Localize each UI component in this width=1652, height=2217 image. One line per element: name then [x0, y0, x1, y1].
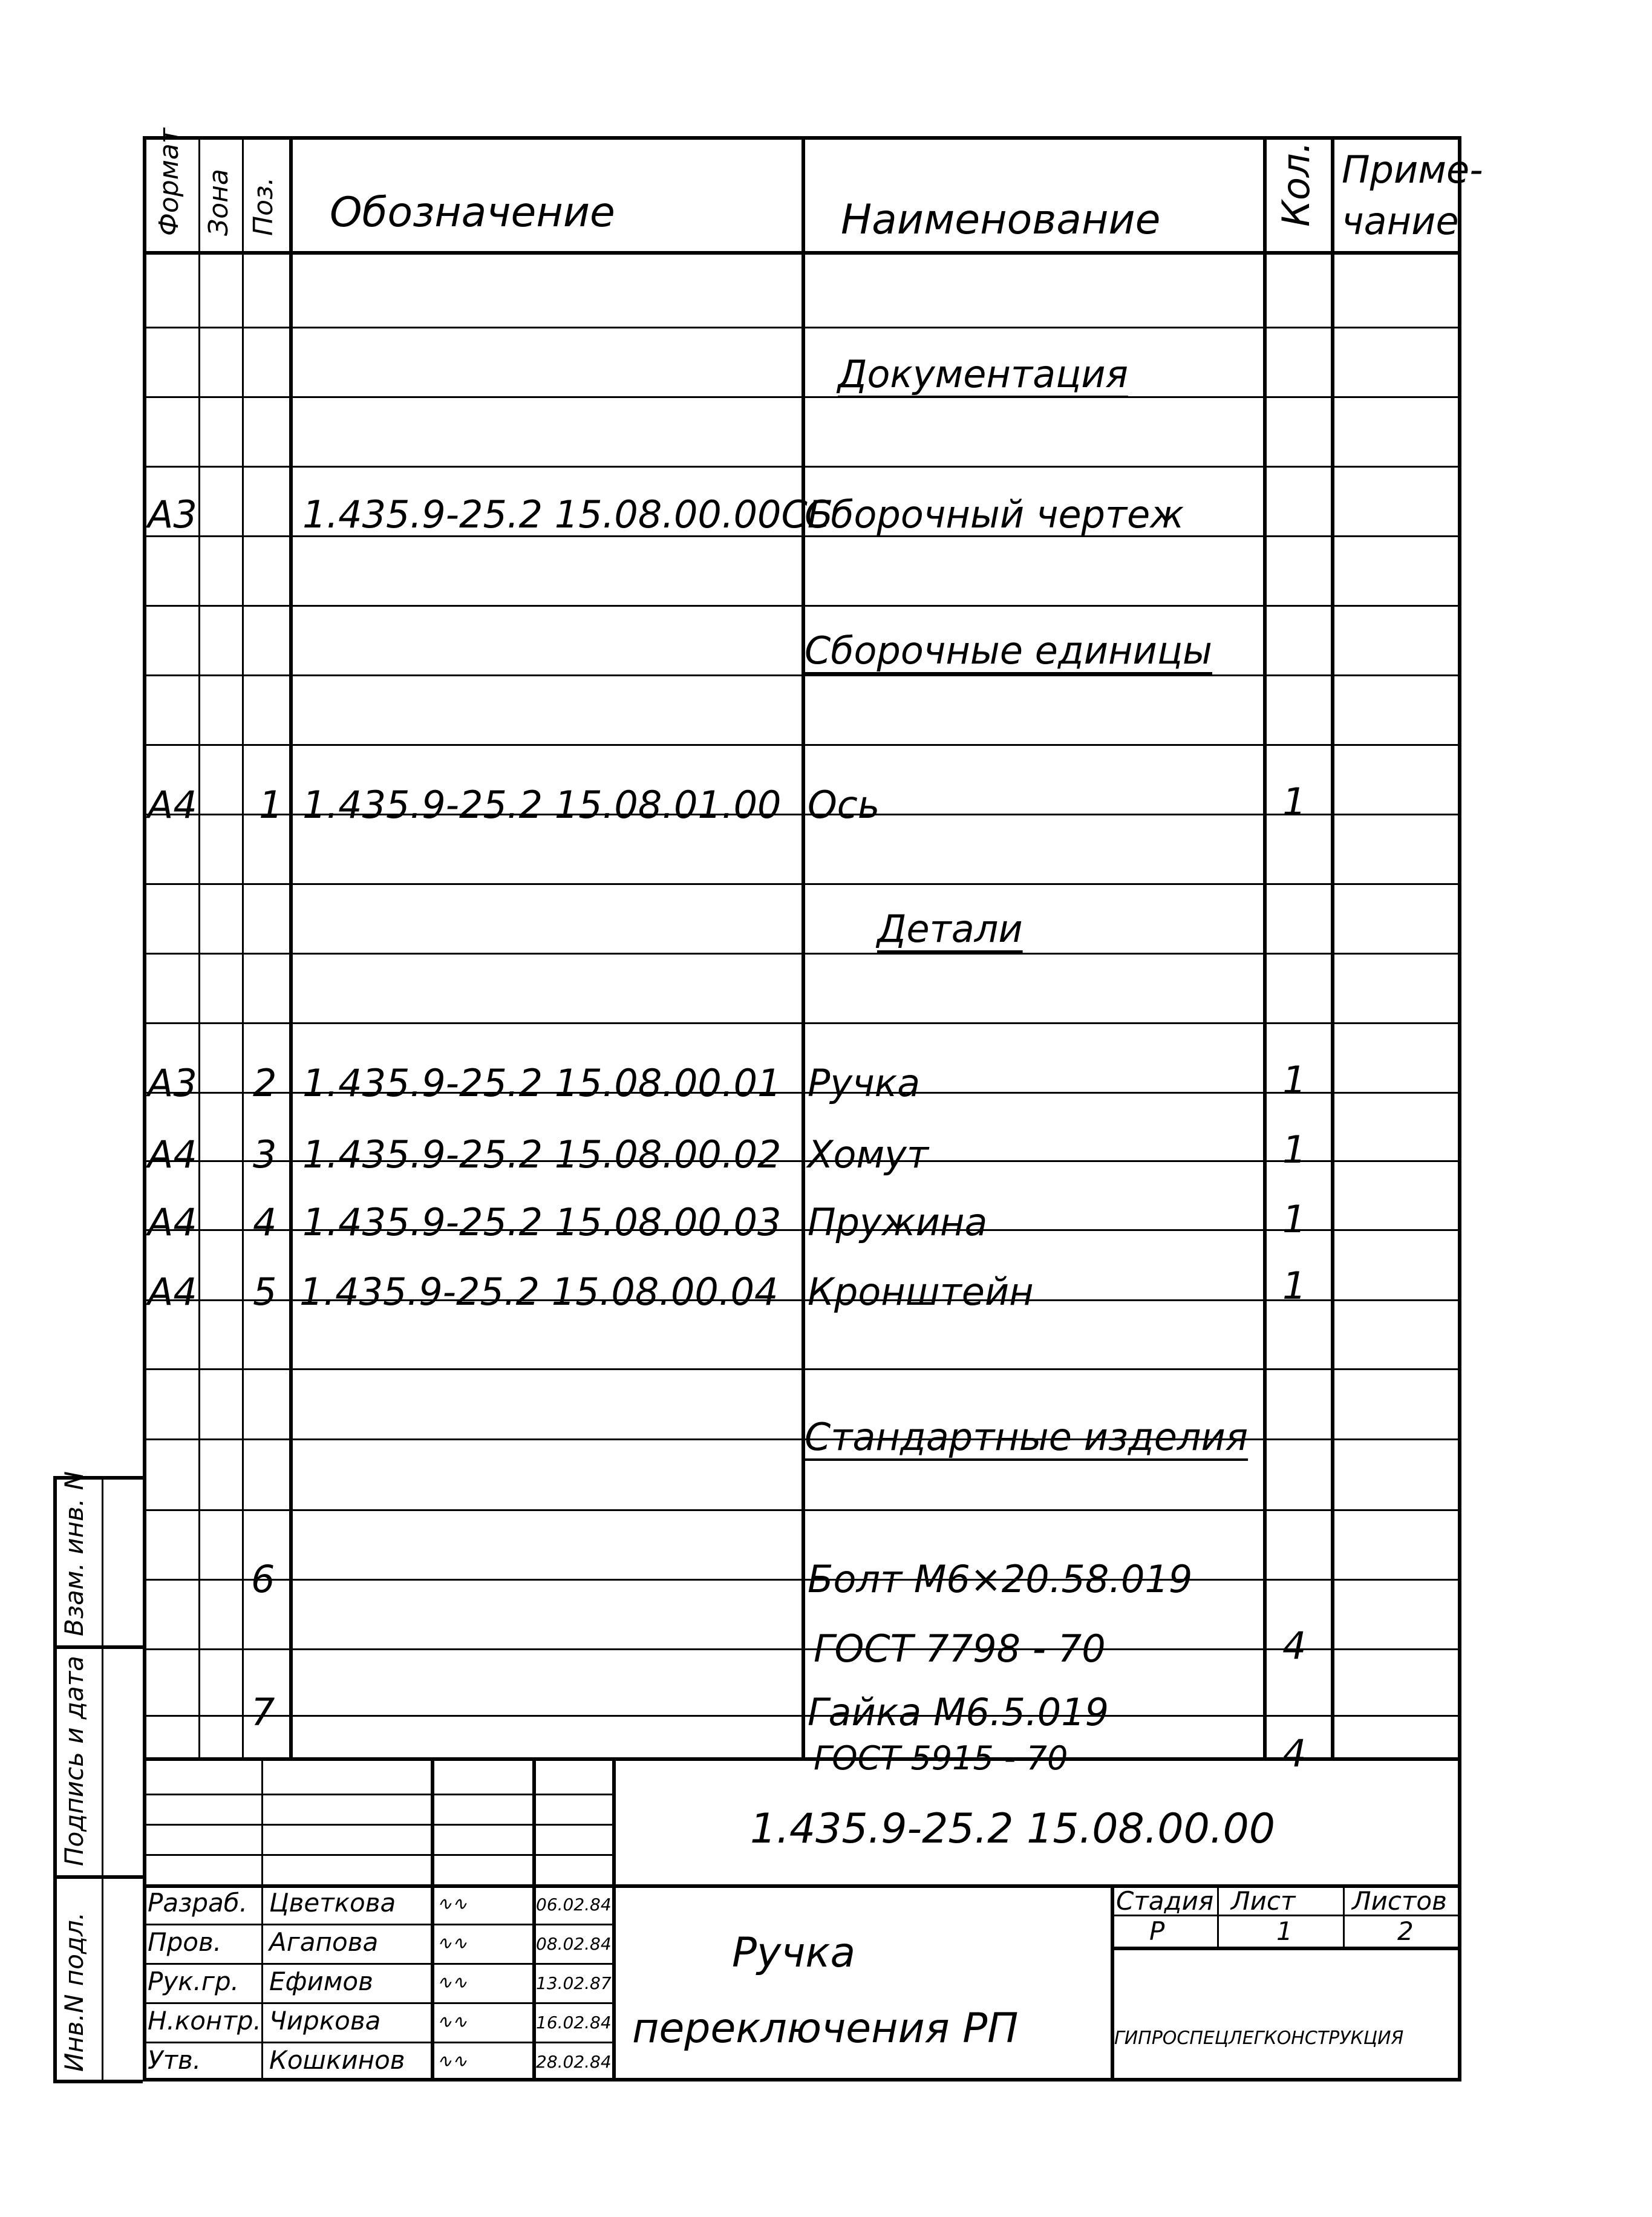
- section-standard-items: Стандартные изделия: [805, 1415, 1249, 1459]
- title-col-divider: [612, 1757, 616, 2081]
- row-designation: 1.435.9-25.2 15.08.00.00СБ: [302, 492, 834, 537]
- row-line: [143, 953, 1461, 955]
- title-grid-row: [143, 1824, 612, 1826]
- title-grid-row: [143, 2042, 612, 2043]
- row-format: А4: [148, 1132, 197, 1177]
- row-designation: 1.435.9-25.2 15.08.00.01: [302, 1061, 782, 1105]
- row-designation: 1.435.9-25.2 15.08.00.02: [302, 1132, 782, 1177]
- side-inv-orig: Инв.N подл.: [59, 1912, 89, 2072]
- side-replace-inv: Взам. инв. N: [59, 1471, 89, 1636]
- row-format: А4: [148, 1200, 197, 1244]
- row-format: А3: [148, 1061, 197, 1105]
- col-line-designation: [289, 136, 293, 1757]
- row-qty: 1: [1282, 1128, 1307, 1172]
- row-line: [143, 883, 1461, 885]
- title-grid-row: [143, 2002, 612, 2004]
- person-role: Разраб.: [148, 1888, 248, 1918]
- title-stage-line2: [1111, 1947, 1461, 1950]
- row-pos: 2: [253, 1061, 277, 1105]
- row-line: [143, 1579, 1461, 1581]
- row-line: [143, 1509, 1461, 1511]
- row-name: Пружина: [808, 1200, 988, 1244]
- row-format: А4: [148, 783, 197, 827]
- stage-label: Стадия: [1116, 1886, 1214, 1916]
- row-name: ГОСТ 5915 - 70: [814, 1739, 1068, 1777]
- section-assembly-units: Сборочные единицы: [805, 629, 1213, 673]
- signature-mark: ∿∿: [437, 1972, 468, 1993]
- header-qty: Кол.: [1274, 141, 1318, 227]
- side-strip-inner: [102, 1476, 103, 2081]
- product-name-line1: Ручка: [732, 1929, 856, 1977]
- row-name: Кронштейн: [808, 1270, 1034, 1314]
- person-name: Цветкова: [269, 1888, 396, 1918]
- row-designation: 1.435.9-25.2 15.08.01.00: [302, 783, 782, 827]
- header-pos: Поз.: [248, 177, 279, 236]
- row-qty: 1: [1282, 1197, 1307, 1241]
- title-mid-line: [612, 1884, 1461, 1888]
- signature-mark: ∿∿: [437, 2011, 468, 2033]
- row-line: [143, 1715, 1461, 1717]
- sheets-value: 2: [1397, 1916, 1414, 1946]
- section-parts: Детали: [877, 907, 1023, 951]
- row-pos: 1: [259, 783, 283, 827]
- header-line: [143, 251, 1461, 255]
- header-note: Приме-: [1342, 148, 1483, 192]
- person-role: Пров.: [148, 1927, 222, 1957]
- person-name: Чиркова: [269, 2006, 381, 2036]
- row-pos: 5: [253, 1270, 277, 1314]
- person-role: Утв.: [148, 2045, 201, 2075]
- row-pos: 6: [251, 1557, 275, 1601]
- doc-number: 1.435.9-25.2 15.08.00.00: [750, 1805, 1276, 1853]
- title-grid-row: [143, 1924, 612, 1925]
- title-sheet-divider1: [1217, 1884, 1219, 1947]
- header-name: Наименование: [841, 196, 1161, 244]
- person-name: Агапова: [269, 1927, 379, 1957]
- header-format: Формат: [154, 128, 184, 236]
- row-name: Ручка: [808, 1061, 921, 1105]
- row-name: Гайка М6.5.019: [808, 1690, 1109, 1734]
- title-grid-row: [143, 1854, 612, 1856]
- row-line: [143, 605, 1461, 607]
- row-pos: 4: [253, 1200, 277, 1244]
- row-qty: 4: [1282, 1731, 1307, 1775]
- person-name: Кошкинов: [269, 2045, 405, 2075]
- col-line-zone: [198, 136, 200, 1757]
- person-date: 06.02.84: [536, 1895, 612, 1915]
- row-line: [143, 466, 1461, 468]
- col-line-pos: [242, 136, 244, 1757]
- person-date: 16.02.84: [536, 2013, 612, 2033]
- side-strip-bottom: [53, 2080, 143, 2083]
- col-line-name: [802, 136, 805, 1757]
- side-sign-date: Подпись и дата: [59, 1656, 89, 1866]
- row-line: [143, 1648, 1461, 1650]
- row-line: [143, 744, 1461, 746]
- person-date: 13.02.87: [536, 1973, 612, 1993]
- signature-mark: ∿∿: [437, 2051, 468, 2072]
- row-qty: 1: [1282, 1058, 1307, 1102]
- title-grid-v2: [431, 1757, 434, 2081]
- row-name: Хомут: [808, 1132, 929, 1177]
- title-sheet-divider2: [1343, 1884, 1345, 1947]
- row-name: Ось: [808, 783, 880, 827]
- row-name: ГОСТ 7798 - 70: [814, 1627, 1106, 1671]
- row-format: А4: [148, 1270, 197, 1314]
- section-documentation: Документация: [838, 352, 1128, 396]
- row-qty: 1: [1282, 1264, 1307, 1308]
- row-line: [143, 674, 1461, 676]
- row-qty: 1: [1282, 780, 1307, 824]
- person-date: 08.02.84: [536, 1934, 612, 1954]
- col-line-qty: [1263, 136, 1267, 1757]
- person-name: Ефимов: [269, 1967, 373, 1996]
- signature-mark: ∿∿: [437, 1933, 468, 1954]
- row-pos: 3: [253, 1132, 277, 1177]
- signature-mark: ∿∿: [437, 1893, 468, 1915]
- sheet-label: Лист: [1231, 1886, 1296, 1916]
- row-line: [143, 396, 1461, 398]
- title-stage-divider: [1111, 1884, 1114, 2081]
- row-format: А3: [148, 492, 197, 537]
- row-line: [143, 1022, 1461, 1024]
- row-qty: 4: [1282, 1624, 1307, 1668]
- person-role: Н.контр.: [148, 2006, 261, 2036]
- col-line-note: [1331, 136, 1334, 1757]
- person-date: 28.02.84: [536, 2052, 612, 2072]
- title-grid-v1: [261, 1757, 263, 2081]
- product-name-line2: переключения РП: [632, 2005, 1019, 2052]
- row-designation: 1.435.9-25.2 15.08.00.04: [299, 1270, 779, 1314]
- header-designation: Обозначение: [330, 189, 615, 237]
- title-grid-row: [143, 1963, 612, 1965]
- side-strip-div2: [53, 1875, 143, 1879]
- row-line: [143, 1368, 1461, 1370]
- header-note-2: чание: [1342, 199, 1459, 243]
- title-grid-row: [143, 1794, 612, 1795]
- organization-name: ГИПРОСПЕЦЛЕГКОНСТРУКЦИЯ: [1114, 2028, 1404, 2049]
- title-grid-v3: [532, 1757, 536, 2081]
- sheets-label: Листов: [1352, 1886, 1447, 1916]
- stage-value: Р: [1149, 1916, 1165, 1946]
- row-designation: 1.435.9-25.2 15.08.00.03: [302, 1200, 782, 1244]
- row-line: [143, 327, 1461, 328]
- row-pos: 7: [251, 1690, 275, 1734]
- side-strip-div1: [53, 1645, 143, 1649]
- header-zone: Зона: [203, 169, 234, 236]
- person-role: Рук.гр.: [148, 1967, 239, 1996]
- row-name: Болт М6×20.58.019: [808, 1557, 1193, 1601]
- side-strip-left: [53, 1476, 57, 2081]
- row-line: [143, 1438, 1461, 1440]
- row-name: Сборочный чертеж: [805, 492, 1184, 537]
- sheet-value: 1: [1276, 1916, 1293, 1946]
- title-block-top: [143, 1757, 1461, 1761]
